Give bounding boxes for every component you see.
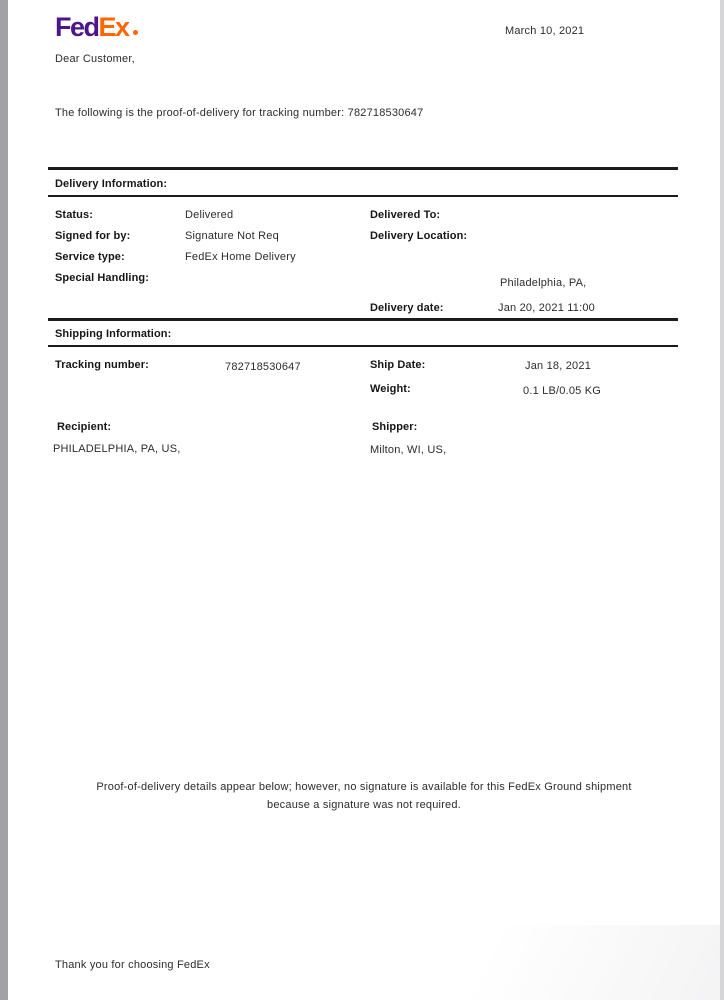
intro-line: The following is the proof-of-delivery for tracking number: 782718530647 (55, 107, 424, 119)
shipping-info-section-title: Shipping Information: (55, 328, 172, 340)
signed-for-by-value: Signature Not Req (185, 230, 279, 242)
recipient-value: PHILADELPHIA, PA, US, (53, 443, 181, 455)
letter-date: March 10, 2021 (505, 25, 585, 37)
ship-date-value: Jan 18, 2021 (525, 360, 592, 372)
signed-for-by-label: Signed for by: (55, 230, 131, 242)
service-type-value: FedEx Home Delivery (185, 251, 296, 263)
letter-page (8, 0, 720, 1000)
delivery-info-section-title: Delivery Information: (55, 178, 168, 190)
rule-above-delivery-info (48, 167, 678, 170)
shipper-value: Milton, WI, US, (370, 444, 447, 456)
delivery-city: Philadelphia, PA, (500, 277, 587, 289)
rule-below-shipping-info (48, 345, 678, 347)
fedex-logo-ex: Ex (98, 12, 129, 42)
special-handling-label: Special Handling: (55, 272, 149, 284)
tracking-number-value: 782718530647 (225, 361, 301, 373)
salutation: Dear Customer, (55, 53, 135, 65)
status-value: Delivered (185, 209, 234, 221)
signature-note-line1: Proof-of-delivery details appear below; however, no signature is available for this FedEx Ground shipment (96, 781, 632, 793)
shipper-label: Shipper: (372, 421, 418, 433)
delivered-to-label: Delivered To: (370, 209, 441, 221)
tracking-number-label: Tracking number: (55, 359, 149, 371)
thank-you-line: Thank you for choosing FedEx (55, 959, 210, 971)
delivery-date-label: Delivery date: (370, 302, 444, 314)
fedex-logo (55, 12, 138, 43)
recipient-label: Recipient: (57, 421, 112, 433)
weight-label: Weight: (370, 383, 411, 395)
fedex-logo-dot-icon (133, 30, 138, 35)
rule-below-delivery-info (48, 195, 678, 197)
ship-date-label: Ship Date: (370, 359, 426, 371)
signature-note-line2: because a signature was not required. (267, 799, 461, 811)
status-label: Status: (55, 209, 93, 221)
rule-above-shipping-info (48, 318, 678, 321)
delivery-date-value: Jan 20, 2021 11:00 (498, 302, 595, 314)
weight-value: 0.1 LB/0.05 KG (523, 385, 602, 397)
fedex-logo-fed: Fed (55, 12, 99, 42)
service-type-label: Service type: (55, 251, 125, 263)
delivery-location-label: Delivery Location: (370, 230, 468, 242)
